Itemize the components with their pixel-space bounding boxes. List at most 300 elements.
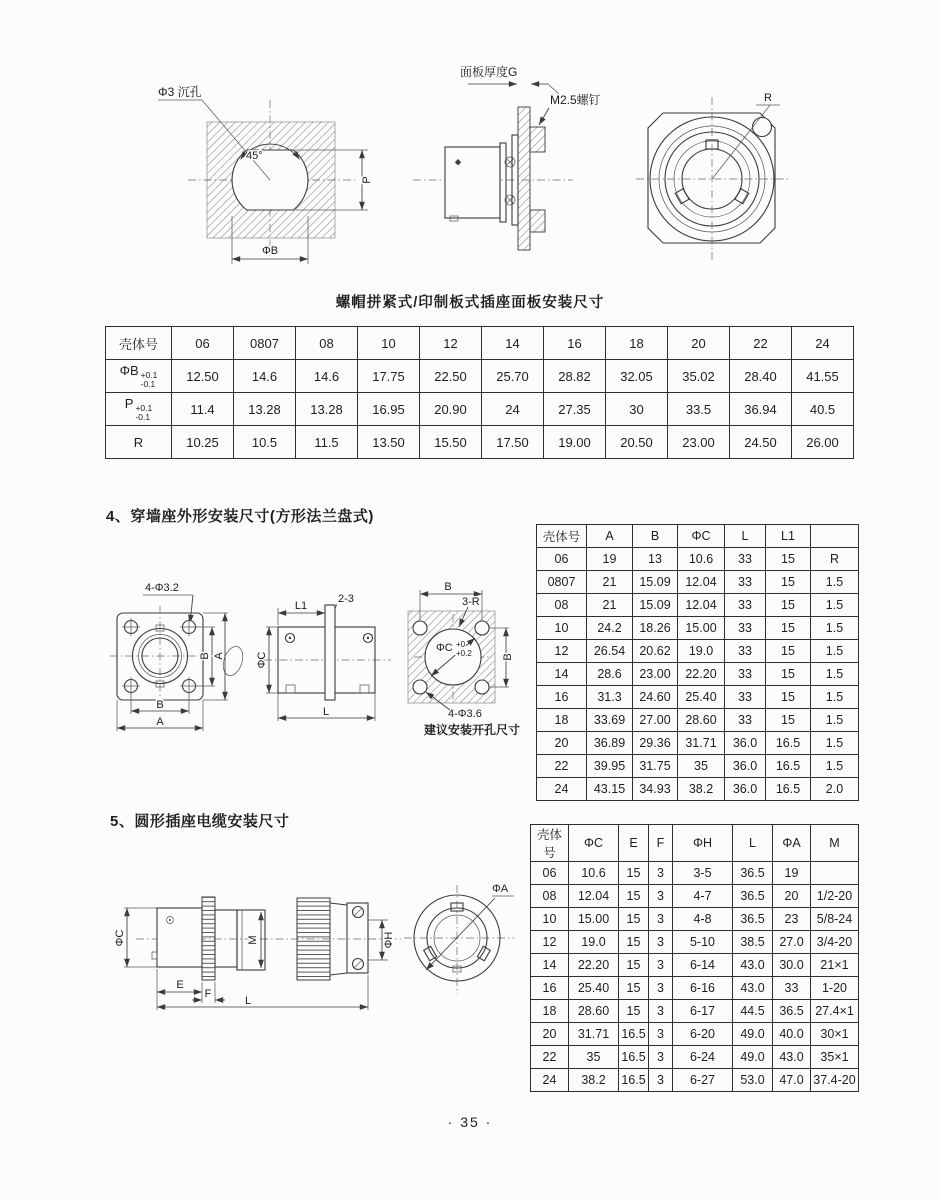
table-cell: 3 xyxy=(649,1046,673,1069)
table-cell: 0807 xyxy=(537,571,587,594)
table-cell: 38.2 xyxy=(569,1069,619,1092)
column-header: B xyxy=(633,525,678,548)
table-cell: 15.00 xyxy=(569,908,619,931)
table-cell: 26.00 xyxy=(792,426,854,459)
column-header: 14 xyxy=(482,327,544,360)
table-row xyxy=(531,862,859,885)
table-cell: 15 xyxy=(766,571,811,594)
table-cell: 12.04 xyxy=(569,885,619,908)
table-cell: 20 xyxy=(773,885,811,908)
tolerance xyxy=(135,404,152,423)
table-cell: 6-24 xyxy=(673,1046,733,1069)
table-cell: 33.5 xyxy=(668,393,730,426)
table-cell: 28.60 xyxy=(678,709,725,732)
table-cell: 35 xyxy=(569,1046,619,1069)
row-header xyxy=(106,360,172,393)
table-cell: 4-7 xyxy=(673,885,733,908)
dim-phib-label: ΦB xyxy=(261,245,279,257)
table-cell: 16.95 xyxy=(358,393,420,426)
table-cell: 14.6 xyxy=(296,360,358,393)
table-cell: 43.0 xyxy=(773,1046,811,1069)
table-cell: 24 xyxy=(531,1069,569,1092)
column-header: 22 xyxy=(730,327,792,360)
table-cell: 13.28 xyxy=(296,393,358,426)
table-cell: 33 xyxy=(725,640,766,663)
table-cell: 16.5 xyxy=(766,755,811,778)
table-cell: 15 xyxy=(766,686,811,709)
table-cell: 28.40 xyxy=(730,360,792,393)
table-cell: 15 xyxy=(619,862,649,885)
table-cell: 20.50 xyxy=(606,426,668,459)
table-cell: 25.40 xyxy=(678,686,725,709)
table-cell: 16 xyxy=(537,686,587,709)
table-cell: 49.0 xyxy=(733,1046,773,1069)
table-cell xyxy=(811,862,859,885)
table-cell: 15 xyxy=(619,977,649,1000)
dim-l-label: L xyxy=(244,995,252,1007)
table-cell: 3 xyxy=(649,885,673,908)
table-cell: 12.50 xyxy=(172,360,234,393)
dim-b-right-label: B xyxy=(502,653,514,661)
tolerance-upper: +0.1 xyxy=(140,369,158,380)
dim-p-label: P xyxy=(361,176,373,184)
table-cell: 15.09 xyxy=(633,594,678,617)
flange-side-drawing xyxy=(256,578,401,768)
table-cell: 43.0 xyxy=(733,954,773,977)
tolerance xyxy=(141,371,158,390)
table-cell: 31.71 xyxy=(569,1023,619,1046)
column-header: 10 xyxy=(358,327,420,360)
receptacle-front-view-drawing xyxy=(628,63,848,283)
table-cell: 37.4-20 xyxy=(811,1069,859,1092)
table-cell: 10.25 xyxy=(172,426,234,459)
column-header: 壳体号 xyxy=(537,525,587,548)
table-row xyxy=(531,977,859,1000)
table-cell: 15 xyxy=(766,594,811,617)
panel-thickness-label: 面板厚度G xyxy=(460,65,518,79)
table-cell: 33 xyxy=(725,571,766,594)
table-cell: 16.5 xyxy=(766,778,811,801)
table-cell: 1.5 xyxy=(811,594,859,617)
table-cell: 22 xyxy=(531,1046,569,1069)
plate-thickness-label: 2-3 xyxy=(338,593,354,605)
table-cell: 08 xyxy=(531,885,569,908)
table-cell: 12.04 xyxy=(678,571,725,594)
table-cell: 19.00 xyxy=(544,426,606,459)
table-cell: 08 xyxy=(537,594,587,617)
table-cell: 1-20 xyxy=(811,977,859,1000)
table-cell: 14 xyxy=(537,663,587,686)
table-cell: 19 xyxy=(587,548,633,571)
dim-b-top-label: B xyxy=(444,581,452,593)
table1-title: 螺帽拼紧式/印制板式插座面板安装尺寸 xyxy=(335,295,605,311)
table-cell: 32.05 xyxy=(606,360,668,393)
table-cell: 24.60 xyxy=(633,686,678,709)
table-cell: 30.0 xyxy=(773,954,811,977)
dim-r-label: R xyxy=(764,92,772,104)
table-cell: 33 xyxy=(725,548,766,571)
table-row xyxy=(537,571,859,594)
flange-holes-label: 4-Φ3.2 xyxy=(145,582,179,594)
table-cell: 35 xyxy=(678,755,725,778)
table-cell: 21 xyxy=(587,571,633,594)
table-cell: 36.89 xyxy=(587,732,633,755)
table-row xyxy=(537,640,859,663)
table-cell: 15.09 xyxy=(633,571,678,594)
table-cell: 36.5 xyxy=(733,885,773,908)
table-cell: 33 xyxy=(773,977,811,1000)
table-cell: 40.0 xyxy=(773,1023,811,1046)
table-cell: 11.5 xyxy=(296,426,358,459)
panel-side-view-drawing xyxy=(398,56,633,296)
table-cell: 15 xyxy=(766,617,811,640)
table-cell: 6-27 xyxy=(673,1069,733,1092)
table-cell: 36.5 xyxy=(733,862,773,885)
table-cell: 16.5 xyxy=(619,1046,649,1069)
table-cell: 25.40 xyxy=(569,977,619,1000)
table-cell: 1/2-20 xyxy=(811,885,859,908)
dim-f-label: F xyxy=(204,988,212,1000)
table-row xyxy=(537,548,859,571)
column-header: E xyxy=(619,825,649,862)
table-cell: 1.5 xyxy=(811,709,859,732)
table-cell: 31.71 xyxy=(678,732,725,755)
table-row xyxy=(537,732,859,755)
table-cell: 24 xyxy=(537,778,587,801)
table-cell: 1.5 xyxy=(811,571,859,594)
table-cell: 36.0 xyxy=(725,778,766,801)
row-label: P xyxy=(124,395,134,411)
table-cell: 33 xyxy=(725,663,766,686)
table-cell: 21 xyxy=(587,594,633,617)
dim-a-side-label: A xyxy=(213,652,225,660)
table-cell: 15 xyxy=(619,1000,649,1023)
table-cell: 10 xyxy=(537,617,587,640)
table-row xyxy=(531,1046,859,1069)
table-cell: 3 xyxy=(649,977,673,1000)
column-header: F xyxy=(649,825,673,862)
table-cell: 35×1 xyxy=(811,1046,859,1069)
table-cell: 23 xyxy=(773,908,811,931)
table-cell: 6-20 xyxy=(673,1023,733,1046)
table-cell: 21×1 xyxy=(811,954,859,977)
table-row xyxy=(531,954,859,977)
table-row xyxy=(106,360,854,393)
column-header: L1 xyxy=(766,525,811,548)
table-cell: 20.62 xyxy=(633,640,678,663)
table-cell: 43.0 xyxy=(733,977,773,1000)
table-cell: 1.5 xyxy=(811,732,859,755)
table-cell: 10.6 xyxy=(569,862,619,885)
table-cell: 1.5 xyxy=(811,617,859,640)
table-cell: 53.0 xyxy=(733,1069,773,1092)
table-cell: 17.75 xyxy=(358,360,420,393)
column-header: L xyxy=(733,825,773,862)
column-header: ΦH xyxy=(673,825,733,862)
table-cell: 3 xyxy=(649,1069,673,1092)
table-row xyxy=(531,1069,859,1092)
table-cell: 3 xyxy=(649,931,673,954)
column-header: 16 xyxy=(544,327,606,360)
table-cell: 25.70 xyxy=(482,360,544,393)
table-cell: 33.69 xyxy=(587,709,633,732)
table-cell: 29.36 xyxy=(633,732,678,755)
table-cell: 06 xyxy=(531,862,569,885)
table-cell: 17.50 xyxy=(482,426,544,459)
column-header: 0807 xyxy=(234,327,296,360)
table-cell: 33 xyxy=(725,709,766,732)
table-cell: 3 xyxy=(649,862,673,885)
table-cell: 6-17 xyxy=(673,1000,733,1023)
table-cell: 19.0 xyxy=(569,931,619,954)
table-cell: 3-5 xyxy=(673,862,733,885)
cutout-holes-label: 4-Φ3.6 xyxy=(448,708,482,720)
table-cell: 1.5 xyxy=(811,755,859,778)
tolerance-lower: -0.1 xyxy=(135,412,151,422)
table-cell: 43.15 xyxy=(587,778,633,801)
panel-cutout-drawing xyxy=(130,56,410,296)
row-label: R xyxy=(133,434,144,450)
table-cell: 36.5 xyxy=(733,908,773,931)
table-cell: 15 xyxy=(619,931,649,954)
table-cell: 22 xyxy=(537,755,587,778)
table-row xyxy=(537,594,859,617)
table-cell: 15 xyxy=(766,709,811,732)
table-row xyxy=(531,1023,859,1046)
table-cell: 26.54 xyxy=(587,640,633,663)
table-cell: 47.0 xyxy=(773,1069,811,1092)
recommended-cutout-drawing xyxy=(398,578,538,763)
table-cell: 12 xyxy=(537,640,587,663)
table-cell: 33 xyxy=(725,686,766,709)
table-cell: 20 xyxy=(537,732,587,755)
table-cell: 27.00 xyxy=(633,709,678,732)
tolerance-lower: -0.1 xyxy=(140,379,156,389)
table-cell: 15 xyxy=(619,908,649,931)
section5-title: 5、圆形插座电缆安装尺寸 xyxy=(110,813,290,830)
table-cell: 15.00 xyxy=(678,617,725,640)
row-label: ΦB xyxy=(119,362,139,378)
table-cell: 44.5 xyxy=(733,1000,773,1023)
bore-tol-bottom: +0.2 xyxy=(456,649,472,658)
table-cell: 1.5 xyxy=(811,686,859,709)
table-row xyxy=(537,686,859,709)
counterbore-label: Φ3 沉孔 xyxy=(158,85,202,99)
table-cell: 27.4×1 xyxy=(811,1000,859,1023)
table-cell: 13.28 xyxy=(234,393,296,426)
table-cell: 40.5 xyxy=(792,393,854,426)
page-number: · 35 · xyxy=(447,1114,493,1130)
column-header: 18 xyxy=(606,327,668,360)
table-cell: 24.50 xyxy=(730,426,792,459)
column-header: ΦC xyxy=(569,825,619,862)
table-cell: 14 xyxy=(531,954,569,977)
panel-mount-table xyxy=(105,326,854,459)
table-cell: 38.5 xyxy=(733,931,773,954)
table-row xyxy=(106,393,854,426)
table-cell: 10.5 xyxy=(234,426,296,459)
table-row xyxy=(537,709,859,732)
table-cell: 38.2 xyxy=(678,778,725,801)
table-row xyxy=(531,1000,859,1023)
column-header: 壳体号 xyxy=(531,825,569,862)
table-cell: 33 xyxy=(725,594,766,617)
table-cell: 3 xyxy=(649,908,673,931)
table-row xyxy=(531,931,859,954)
row-header xyxy=(106,426,172,459)
table-cell: 13.50 xyxy=(358,426,420,459)
table-cell: 18 xyxy=(537,709,587,732)
column-header: 06 xyxy=(172,327,234,360)
cable-front-drawing xyxy=(402,860,542,1020)
header-row xyxy=(106,327,854,360)
column-header: 壳体号 xyxy=(106,327,172,360)
row-header xyxy=(106,393,172,426)
table-cell: 30×1 xyxy=(811,1023,859,1046)
table-cell: 6-14 xyxy=(673,954,733,977)
dim-b-bottom-label: B xyxy=(156,699,164,711)
table-row xyxy=(537,663,859,686)
table-cell: 22.20 xyxy=(678,663,725,686)
column-header: A xyxy=(587,525,633,548)
cable-mount-table xyxy=(530,824,859,1092)
flange-front-drawing xyxy=(98,578,258,768)
table-cell: 3/4-20 xyxy=(811,931,859,954)
table-cell: 15 xyxy=(619,885,649,908)
tolerance-upper: +0.1 xyxy=(135,402,153,413)
corner-r-label: 3-R xyxy=(462,596,480,608)
dim-b-side-label: B xyxy=(199,652,211,660)
bore-tol-top: +0 xyxy=(456,640,466,649)
table-cell: 23.00 xyxy=(668,426,730,459)
column-header: L xyxy=(725,525,766,548)
table-cell: R xyxy=(811,548,859,571)
column-header: 12 xyxy=(420,327,482,360)
table-cell: 19 xyxy=(773,862,811,885)
table-cell: 3 xyxy=(649,1000,673,1023)
table-cell: 15.50 xyxy=(420,426,482,459)
table-cell: 16.5 xyxy=(619,1023,649,1046)
table-cell: 20 xyxy=(531,1023,569,1046)
table-cell: 28.60 xyxy=(569,1000,619,1023)
table-cell: 36.0 xyxy=(725,732,766,755)
table-cell: 28.6 xyxy=(587,663,633,686)
dim-phic-label: ΦC xyxy=(114,929,126,947)
column-header: ΦC xyxy=(678,525,725,548)
dim-phih-label: ΦH xyxy=(383,931,395,949)
column-header: M xyxy=(811,825,859,862)
table-cell: 16.5 xyxy=(619,1069,649,1092)
column-header: ΦA xyxy=(773,825,811,862)
table-cell: 2.0 xyxy=(811,778,859,801)
table-cell: 13 xyxy=(633,548,678,571)
table-row xyxy=(531,885,859,908)
dim-phic-label: ΦC xyxy=(256,651,268,669)
screw-label: M2.5螺钉 xyxy=(550,93,601,107)
table-cell: 3 xyxy=(649,1023,673,1046)
column-header: 24 xyxy=(792,327,854,360)
table-cell: 27.0 xyxy=(773,931,811,954)
table-cell: 10 xyxy=(531,908,569,931)
dim-phia-label: ΦA xyxy=(492,883,509,895)
table-cell: 30 xyxy=(606,393,668,426)
dim-l-label: L xyxy=(322,706,330,718)
bore-label: ΦC xyxy=(436,642,453,654)
table-cell: 12.04 xyxy=(678,594,725,617)
table-cell: 15 xyxy=(766,663,811,686)
table-cell: 1.5 xyxy=(811,663,859,686)
column-header: 08 xyxy=(296,327,358,360)
table-cell: 49.0 xyxy=(733,1023,773,1046)
table-cell: 23.00 xyxy=(633,663,678,686)
table-row xyxy=(537,617,859,640)
table-cell: 34.93 xyxy=(633,778,678,801)
header-row xyxy=(537,525,859,548)
table-cell: 18.26 xyxy=(633,617,678,640)
angle-label: 45° xyxy=(246,150,263,162)
table-cell: 22.50 xyxy=(420,360,482,393)
table-cell: 20.90 xyxy=(420,393,482,426)
table-cell: 31.75 xyxy=(633,755,678,778)
table-cell: 14.6 xyxy=(234,360,296,393)
header-row xyxy=(531,825,859,862)
table-cell: 33 xyxy=(725,617,766,640)
table-cell: 36.94 xyxy=(730,393,792,426)
table-cell: 10.6 xyxy=(678,548,725,571)
flange-mount-table xyxy=(536,524,859,801)
table-cell: 5-10 xyxy=(673,931,733,954)
table-cell: 11.4 xyxy=(172,393,234,426)
table-cell: 24.2 xyxy=(587,617,633,640)
dim-m-label: M xyxy=(247,935,259,945)
table-cell: 36.0 xyxy=(725,755,766,778)
table-cell: 31.3 xyxy=(587,686,633,709)
table-row xyxy=(531,908,859,931)
table-cell: 24 xyxy=(482,393,544,426)
table-cell: 27.35 xyxy=(544,393,606,426)
table-cell: 19.0 xyxy=(678,640,725,663)
cable-side-drawing xyxy=(116,866,411,1016)
dim-a-bottom-label: A xyxy=(156,716,164,728)
table-row xyxy=(537,755,859,778)
table-cell: 36.5 xyxy=(773,1000,811,1023)
table-cell: 16.5 xyxy=(766,732,811,755)
table-cell: 16 xyxy=(531,977,569,1000)
table-cell: 28.82 xyxy=(544,360,606,393)
table-cell: 3 xyxy=(649,954,673,977)
table-cell: 1.5 xyxy=(811,640,859,663)
dim-l1-label: L1 xyxy=(294,600,308,612)
column-header xyxy=(811,525,859,548)
table-cell: 35.02 xyxy=(668,360,730,393)
table-cell: 15 xyxy=(619,954,649,977)
table-cell: 12 xyxy=(531,931,569,954)
table-cell: 18 xyxy=(531,1000,569,1023)
table-cell: 06 xyxy=(537,548,587,571)
table-cell: 4-8 xyxy=(673,908,733,931)
table-cell: 5/8-24 xyxy=(811,908,859,931)
table-row xyxy=(106,426,854,459)
table-cell: 41.55 xyxy=(792,360,854,393)
table-cell: 15 xyxy=(766,548,811,571)
table-cell: 22.20 xyxy=(569,954,619,977)
table-cell: 15 xyxy=(766,640,811,663)
section4-title: 4、穿墙座外形安装尺寸(方形法兰盘式) xyxy=(106,508,374,525)
table-row xyxy=(537,778,859,801)
cutout-caption: 建议安装开孔尺寸 xyxy=(424,723,521,737)
dim-e-label: E xyxy=(176,979,184,991)
table-cell: 6-16 xyxy=(673,977,733,1000)
